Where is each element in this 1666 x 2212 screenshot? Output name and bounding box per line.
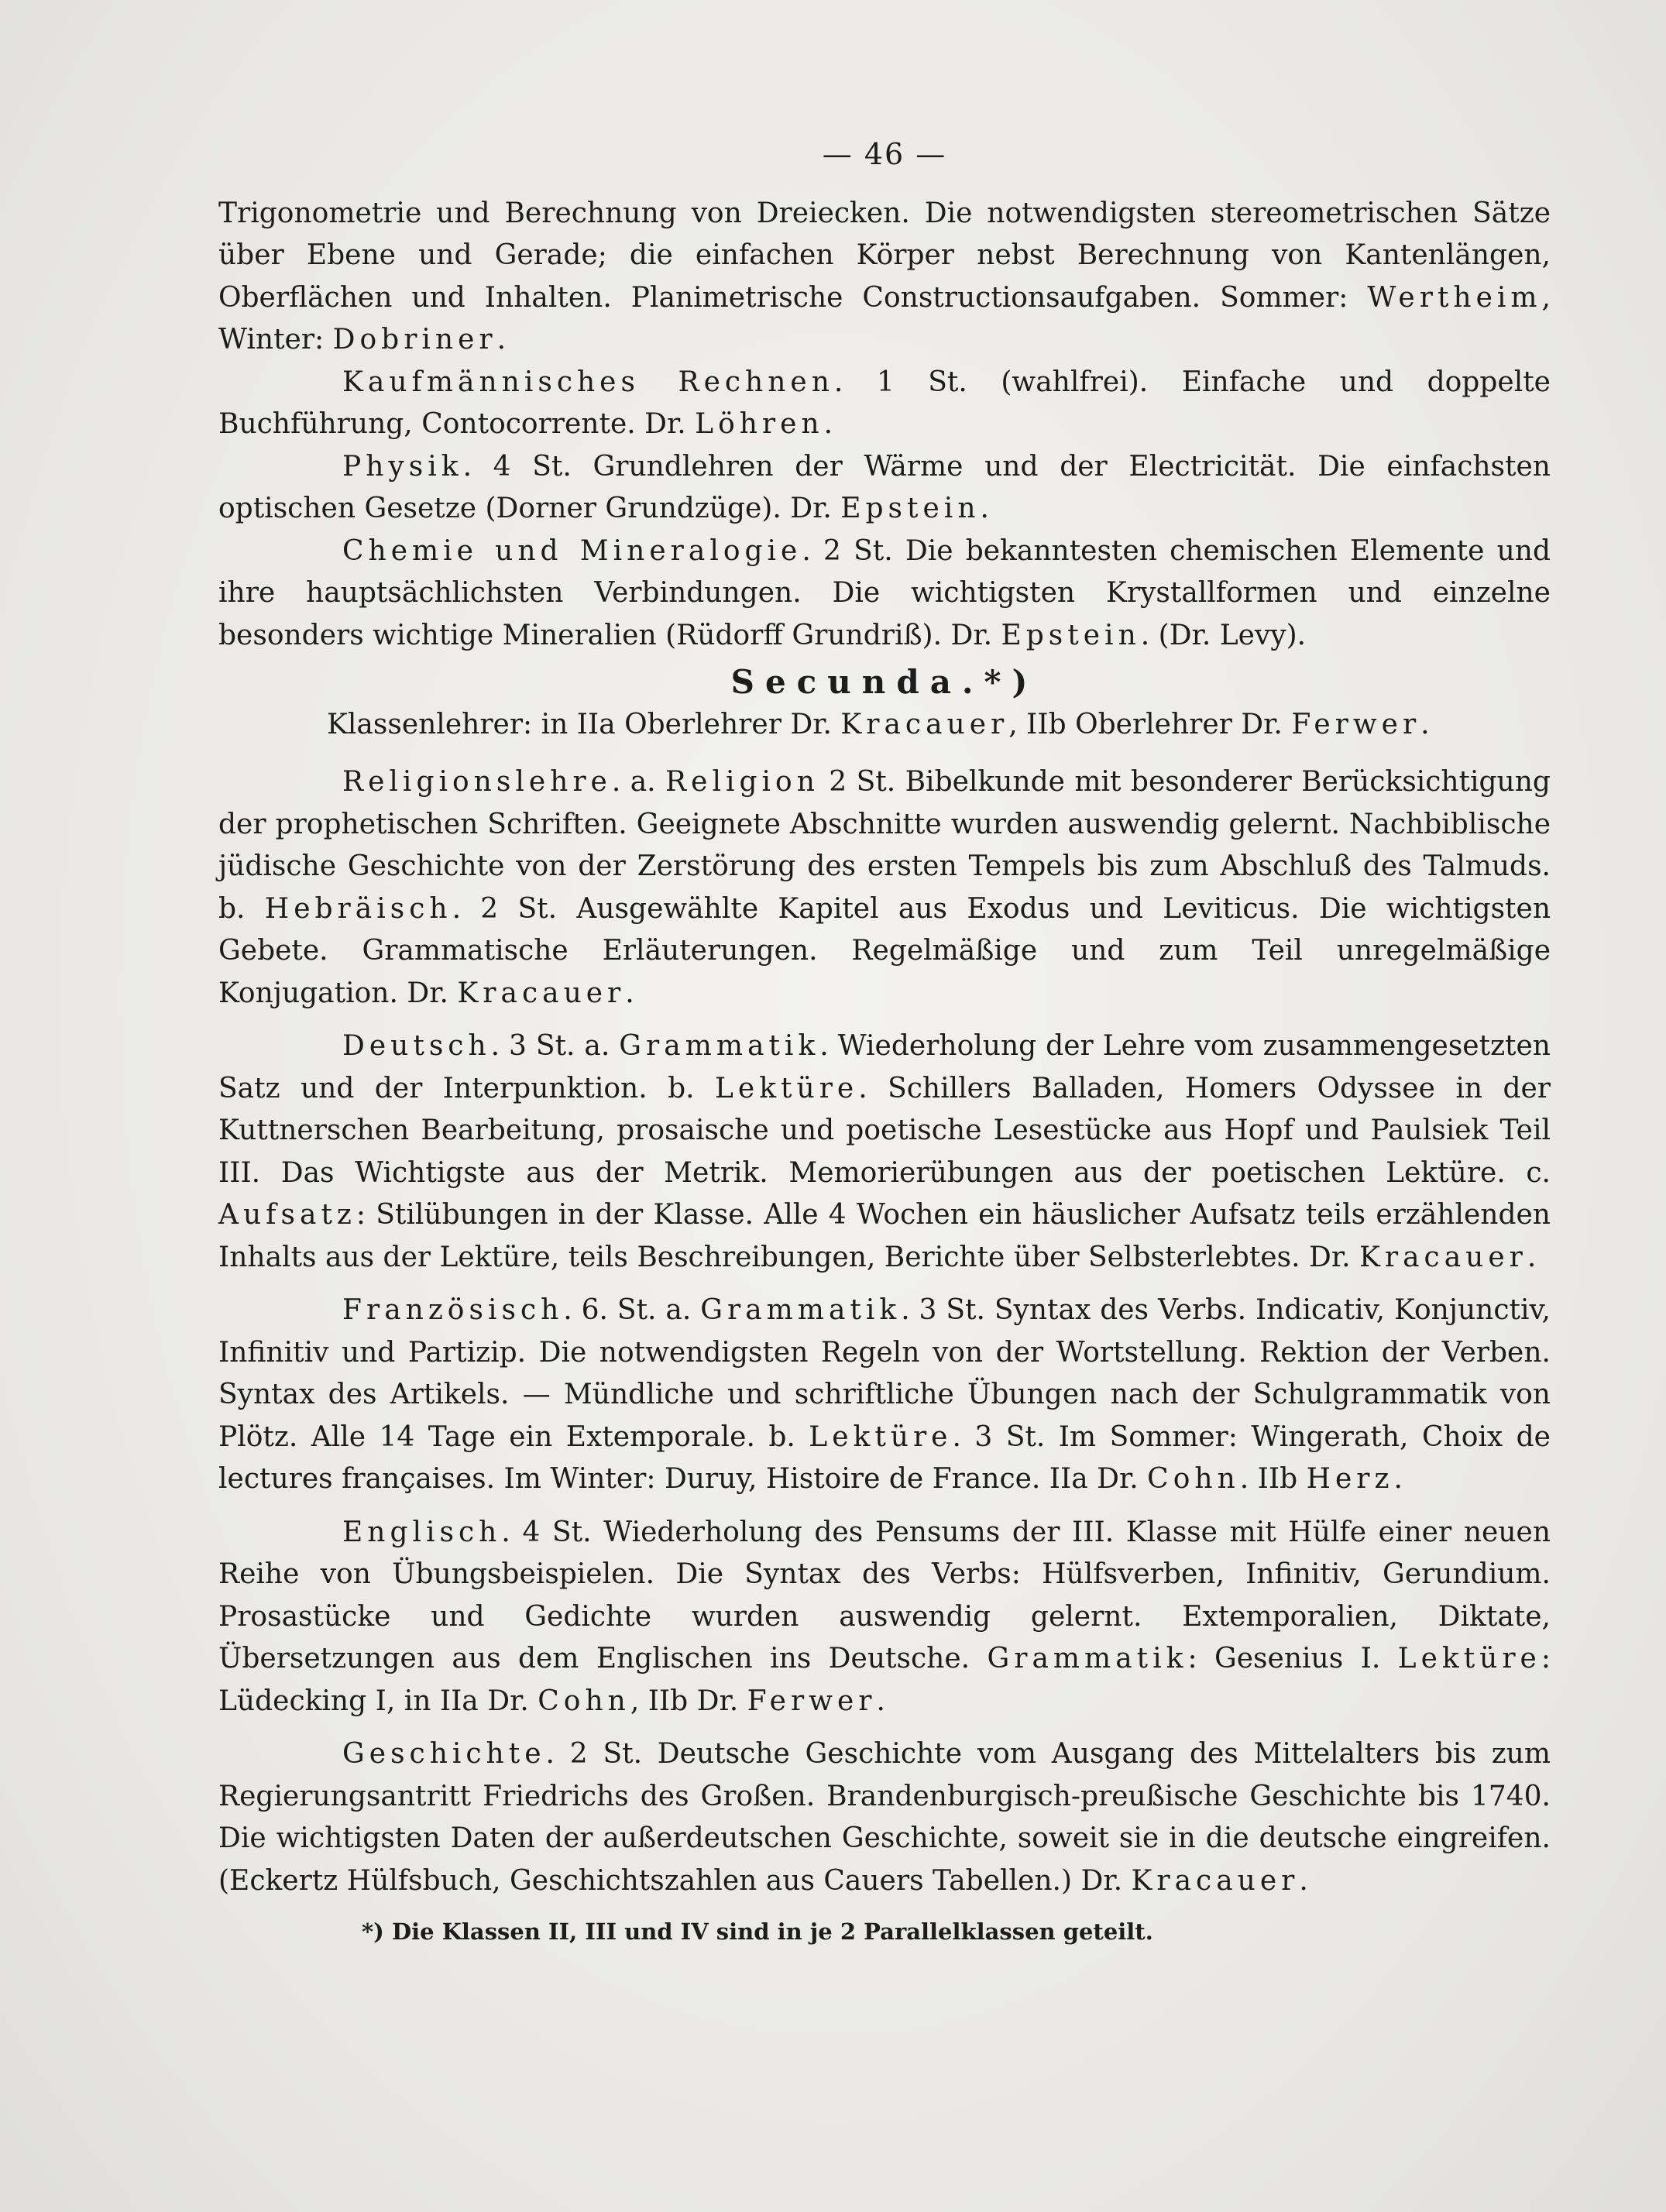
- subject-label: Grammatik: [987, 1643, 1188, 1674]
- paragraph-chemie: Chemie und Mineralogie. 2 St. Die bekanntesten chemischen Elemente und ihre hauptsächlichsten Verbindungen. Die wichtigsten Krystallformen und einzelne besonders wichtige Mineralien (Rüdorff Grundriß). Dr. Epstein. (Dr. Levy).: [218, 534, 1551, 651]
- paragraph-englisch: Englisch. 4 St. Wiederholung des Pensums der III. Klasse mit Hülfe einer neuen Reihe von Übungsbeispielen. Die Syntax des Verbs: Hülfsverben, Infinitiv, Gerundium. Prosastücke und Gedichte wurden auswendig gelernt. Extemporalien, Diktate, Übersetzungen aus dem Englischen ins Deutsche. Grammatik: Gesenius I. Lektüre: Lüdecking I, in IIa Dr. Cohn, IIb Dr. Ferwer.: [218, 1516, 1551, 1717]
- footnote: *) Die Klassen II, III und IV sind in je 2 Parallelklassen geteilt.: [362, 1918, 1153, 1945]
- teacher-name: Wertheim: [1367, 281, 1542, 314]
- subject-label: Deutsch: [342, 1030, 491, 1062]
- teacher-name: Epstein: [840, 493, 981, 524]
- paragraph-trigonometrie: Trigonometrie und Berechnung von Dreiecken. Die notwendigsten stereometrischen Sätze über Ebene und Gerade; die einfachen Körper nebst Berechnung von Kantenlängen, Oberflächen und Inhalten. Planimetrische Constructionsaufgaben. Sommer: Wertheim, Winter: Dobriner.: [218, 197, 1551, 356]
- paragraph-geschichte: Geschichte. 2 St. Deutsche Geschichte vom Ausgang des Mittelalters bis zum Regierungsantritt Friedrichs des Großen. Brandenburgisch-preußische Geschichte bis 1740. Die wichtigsten Daten der außerdeutschen Geschichte, soweit sie in die deutsche eingreifen. (Eckertz Hülfsbuch, Geschichtszahlen aus Cauers Tabellen.) Dr. Kracauer.: [218, 1738, 1551, 1897]
- subject-label: Religion: [665, 766, 819, 798]
- teacher-name: Kracauer: [840, 708, 1009, 740]
- teacher-name: Ferwer: [1291, 708, 1421, 740]
- teacher-name: Löhren: [695, 408, 824, 440]
- section-heading: Secunda.*): [730, 663, 1039, 701]
- subject-label: Geschichte: [342, 1738, 546, 1770]
- paragraph-physik: Physik. 4 St. Grundlehren der Wärme und der Electricität. Die einfachsten optischen Gesetze (Dorner Grundzüge). Dr. Epstein.: [218, 450, 1551, 524]
- teacher-name: Cohn: [538, 1685, 630, 1717]
- subject-label: Lektüre: [809, 1420, 953, 1453]
- teacher-name: Kracauer: [1359, 1241, 1527, 1273]
- subject-label: Französisch: [342, 1294, 564, 1326]
- subject-label: Lektüre: [1397, 1643, 1541, 1674]
- paragraph-franzoesisch: Französisch. 6. St. a. Grammatik. 3 St. Syntax des Verbs. Indicativ, Konjunctiv, Infinitiv und Partizip. Die notwendigsten Regeln von der Wortstellung. Rektion der Verben. Syntax des Artikels. — Mündliche und schriftliche Übungen nach der Schulgrammatik von Plötz. Alle 14 Tage ein Extemporale. b. Lektüre. 3 St. Im Sommer: Wingerath, Choix de lectures françaises. Im Winter: Duruy, Histoire de France. IIa Dr. Cohn. IIb Herz.: [218, 1294, 1551, 1495]
- subject-label: Chemie und Mineralogie: [342, 534, 802, 567]
- page-content: [218, 133, 1551, 1949]
- teacher-name: Epstein: [1001, 619, 1141, 651]
- teacher-name: Dobriner: [332, 324, 497, 356]
- teacher-name: Herz: [1306, 1463, 1394, 1495]
- subject-label: Kaufmännisches Rechnen: [342, 366, 834, 398]
- subject-label: Hebräisch: [264, 892, 452, 925]
- paragraph-klassenlehrer: Klassenlehrer: in IIa Oberlehrer Dr. Kracauer, IIb Oberlehrer Dr. Ferwer.: [327, 708, 1430, 740]
- paragraph-religionslehre: Religionslehre. a. Religion 2 St. Bibelkunde mit besonderer Berücksichtigung der prophetischen Schriften. Geeignete Abschnitte wurden auswendig gelernt. Nachbiblische jüdische Geschichte von der Zerstörung des ersten Tempels bis zum Abschluß des Talmuds. b. Hebräisch. 2 St. Ausgewählte Kapitel aus Exodus und Leviticus. Die wichtigsten Gebete. Grammatische Erläuterungen. Regelmäßige und zum Teil unregelmäßige Konjugation. Dr. Kracauer.: [218, 766, 1551, 1009]
- subject-label: Religionslehre: [342, 766, 612, 798]
- subject-label: Grammatik: [700, 1294, 902, 1326]
- paragraph-kaufmaennisches-rechnen: Kaufmännisches Rechnen. 1 St. (wahlfrei). Einfache und doppelte Buchführung, Contocorrente. Dr. Löhren.: [218, 366, 1551, 440]
- teacher-name: Cohn: [1147, 1463, 1240, 1495]
- teacher-name: Kracauer: [1131, 1864, 1300, 1897]
- teacher-name: Ferwer: [747, 1685, 877, 1717]
- page-number: — 46 —: [822, 137, 947, 171]
- subject-label: Lektüre: [715, 1072, 859, 1104]
- subject-label: Aufsatz: [218, 1199, 356, 1231]
- teacher-name: Kracauer: [457, 977, 626, 1009]
- paragraph-deutsch: Deutsch. 3 St. a. Grammatik. Wiederholung der Lehre vom zusammengesetzten Satz und der Interpunktion. b. Lektüre. Schillers Balladen, Homers Odyssee in der Kuttnerschen Bearbeitung, prosaische und poetische Lesestücke aus Hopf und Paulsiek Teil III. Das Wichtigste aus der Metrik. Memorierübungen aus der poetischen Lektüre. c. Aufsatz: Stilübungen in der Klasse. Alle 4 Wochen ein häuslicher Aufsatz teils erzählenden Inhalts aus der Lektüre, teils Beschreibungen, Berichte über Selbsterlebtes. Dr. Kracauer.: [218, 1030, 1551, 1273]
- subject-label: Englisch: [342, 1516, 502, 1548]
- subject-label: Grammatik: [619, 1030, 820, 1062]
- subject-label: Physik: [342, 450, 463, 483]
